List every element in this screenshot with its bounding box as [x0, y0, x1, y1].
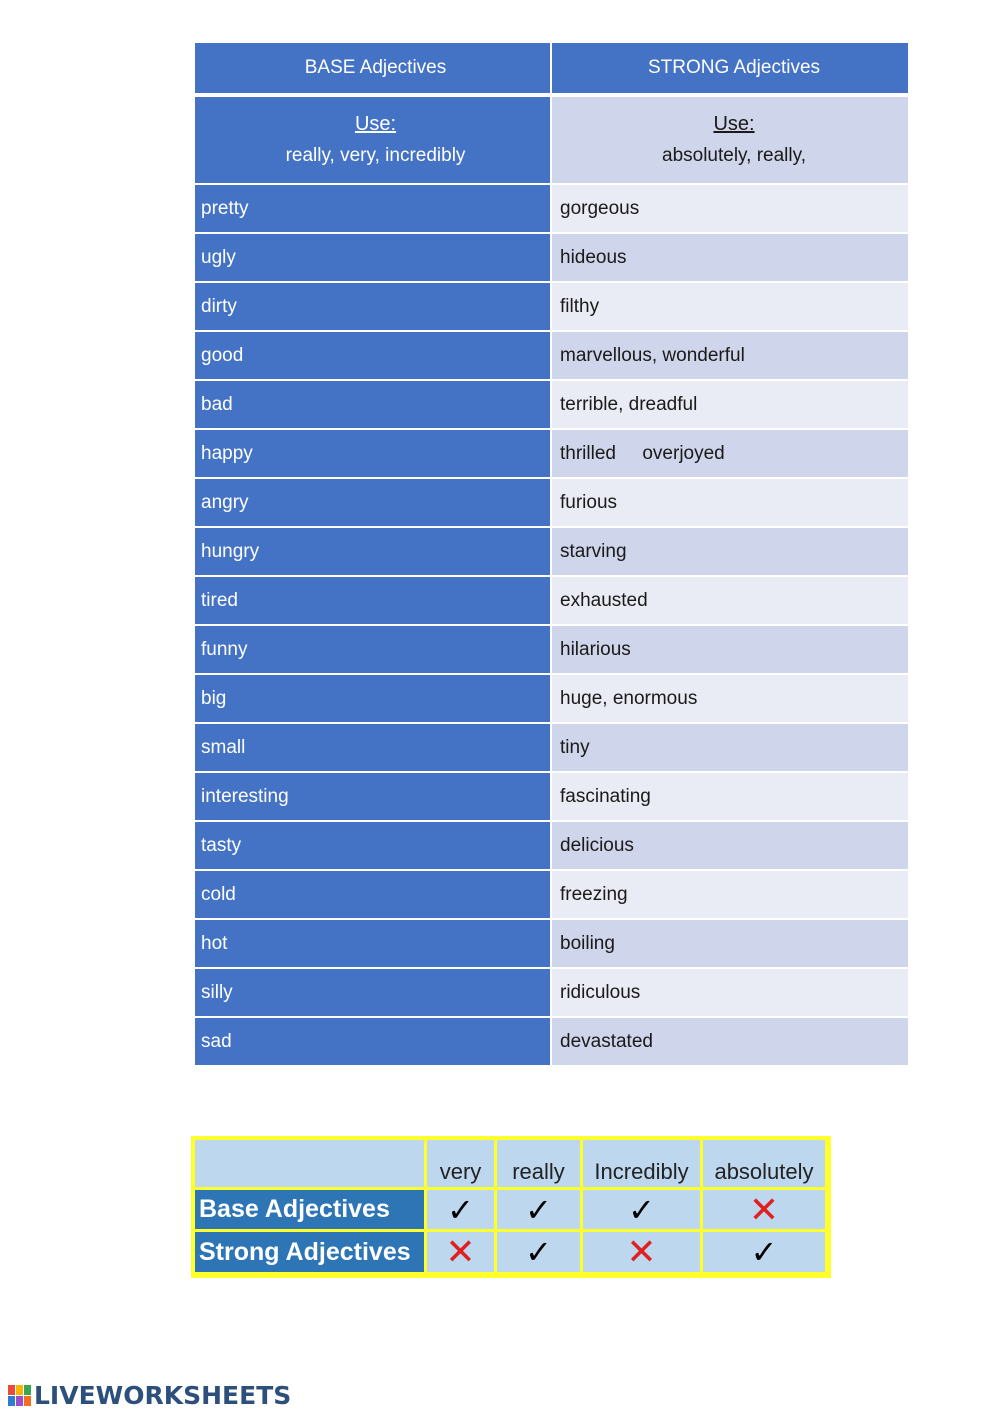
- usage-row-label: Strong Adjectives: [195, 1232, 424, 1272]
- usage-row-label: Base Adjectives: [195, 1190, 424, 1229]
- check-icon: ✓: [750, 1234, 778, 1270]
- base-adjective-cell: sad: [195, 1018, 550, 1065]
- logo-blocks-icon: [8, 1385, 31, 1406]
- strong-adjective-cell: filthy: [552, 283, 908, 330]
- table-row: [195, 185, 908, 232]
- usage-row-base: [195, 1190, 825, 1229]
- check-icon: ✓: [525, 1234, 552, 1270]
- usage-mark-cell: [497, 1190, 580, 1229]
- base-adjective-cell: tasty: [195, 822, 550, 869]
- base-adjective-cell: tired: [195, 577, 550, 624]
- usage-mark-cell: [703, 1232, 825, 1272]
- strong-adjective-cell: delicious: [552, 822, 908, 869]
- usage-table: [191, 1136, 831, 1278]
- base-adjective-cell: silly: [195, 969, 550, 1016]
- base-adjective-cell: cold: [195, 871, 550, 918]
- check-icon: ✓: [525, 1191, 552, 1228]
- table-row: [195, 577, 908, 624]
- strong-adjective-cell: devastated: [552, 1018, 908, 1065]
- strong-use-cell: [552, 97, 908, 183]
- usage-mark-cell: [497, 1232, 580, 1272]
- strong-adjective-cell: huge, enormous: [552, 675, 908, 722]
- strong-adjective-cell: tiny: [552, 724, 908, 771]
- adjectives-table: [195, 43, 908, 1065]
- base-adjective-cell: hungry: [195, 528, 550, 575]
- usage-col-really: really: [497, 1140, 580, 1187]
- usage-mark-cell: [583, 1190, 700, 1229]
- strong-adjective-cell: fascinating: [552, 773, 908, 820]
- usage-header-row: [195, 1140, 825, 1187]
- base-adjective-cell: interesting: [195, 773, 550, 820]
- table-row: [195, 675, 908, 722]
- cross-icon: ✕: [748, 1188, 780, 1230]
- check-icon: ✓: [628, 1191, 655, 1228]
- table-row: [195, 773, 908, 820]
- table-row: [195, 724, 908, 771]
- base-adjective-cell: hot: [195, 920, 550, 967]
- table-row: [195, 969, 908, 1016]
- strong-use-title: Use:: [713, 113, 755, 135]
- base-use-title: Use:: [354, 113, 397, 135]
- strong-adjective-cell: ridiculous: [552, 969, 908, 1016]
- base-adjective-cell: funny: [195, 626, 550, 673]
- check-icon: ✓: [447, 1191, 474, 1228]
- strong-adjective-cell: hideous: [552, 234, 908, 281]
- table-row: [195, 626, 908, 673]
- strong-adjective-cell: exhausted: [552, 577, 908, 624]
- table-row: [195, 822, 908, 869]
- table-row: [195, 430, 908, 477]
- strong-adjective-cell: marvellous, wonderful: [552, 332, 908, 379]
- base-adjective-cell: big: [195, 675, 550, 722]
- usage-mark-cell: [427, 1190, 494, 1229]
- usage-mark-cell: [427, 1232, 494, 1272]
- table-row: [195, 528, 908, 575]
- usage-mark-cell: [583, 1232, 700, 1272]
- base-adjective-cell: ugly: [195, 234, 550, 281]
- table-row: [195, 234, 908, 281]
- base-adjective-cell: dirty: [195, 283, 550, 330]
- base-adjective-cell: angry: [195, 479, 550, 526]
- usage-corner-cell: [195, 1140, 424, 1187]
- table-row: [195, 381, 908, 428]
- usage-col-very: very: [427, 1140, 494, 1187]
- usage-col-incredibly: Incredibly: [583, 1140, 700, 1187]
- strong-adjective-cell: thrilled overjoyed: [552, 430, 908, 477]
- strong-adjective-cell: terrible, dreadful: [552, 381, 908, 428]
- usage-row-strong: [195, 1232, 825, 1272]
- base-adjectives-header: BASE Adjectives: [195, 43, 550, 93]
- base-adjective-cell: pretty: [195, 185, 550, 232]
- strong-adjective-cell: furious: [552, 479, 908, 526]
- usage-mark-cell: [703, 1190, 825, 1229]
- base-adjective-cell: small: [195, 724, 550, 771]
- table-row: [195, 1018, 908, 1065]
- strong-use-words: absolutely, really,: [662, 145, 806, 166]
- logo-text: LIVEWORKSHEETS: [34, 1381, 292, 1410]
- base-use-cell: [195, 97, 550, 183]
- base-adjective-cell: happy: [195, 430, 550, 477]
- cross-icon: ✕: [445, 1231, 476, 1272]
- strong-adjective-cell: boiling: [552, 920, 908, 967]
- table-row: [195, 920, 908, 967]
- strong-adjective-cell: starving: [552, 528, 908, 575]
- strong-adjective-cell: gorgeous: [552, 185, 908, 232]
- adjective-rows: [195, 185, 908, 1065]
- cross-icon: ✕: [626, 1231, 657, 1272]
- strong-adjective-cell: freezing: [552, 871, 908, 918]
- table-row: [195, 871, 908, 918]
- base-adjective-cell: bad: [195, 381, 550, 428]
- table-header-row: [195, 43, 908, 93]
- strong-adjectives-header: STRONG Adjectives: [552, 43, 908, 93]
- base-use-words: really, very, incredibly: [285, 145, 466, 166]
- usage-col-absolutely: absolutely: [703, 1140, 825, 1187]
- use-row: [195, 97, 908, 183]
- table-row: [195, 332, 908, 379]
- table-row: [195, 283, 908, 330]
- base-adjective-cell: good: [195, 332, 550, 379]
- liveworksheets-logo: [8, 1381, 291, 1410]
- table-row: [195, 479, 908, 526]
- strong-adjective-cell: hilarious: [552, 626, 908, 673]
